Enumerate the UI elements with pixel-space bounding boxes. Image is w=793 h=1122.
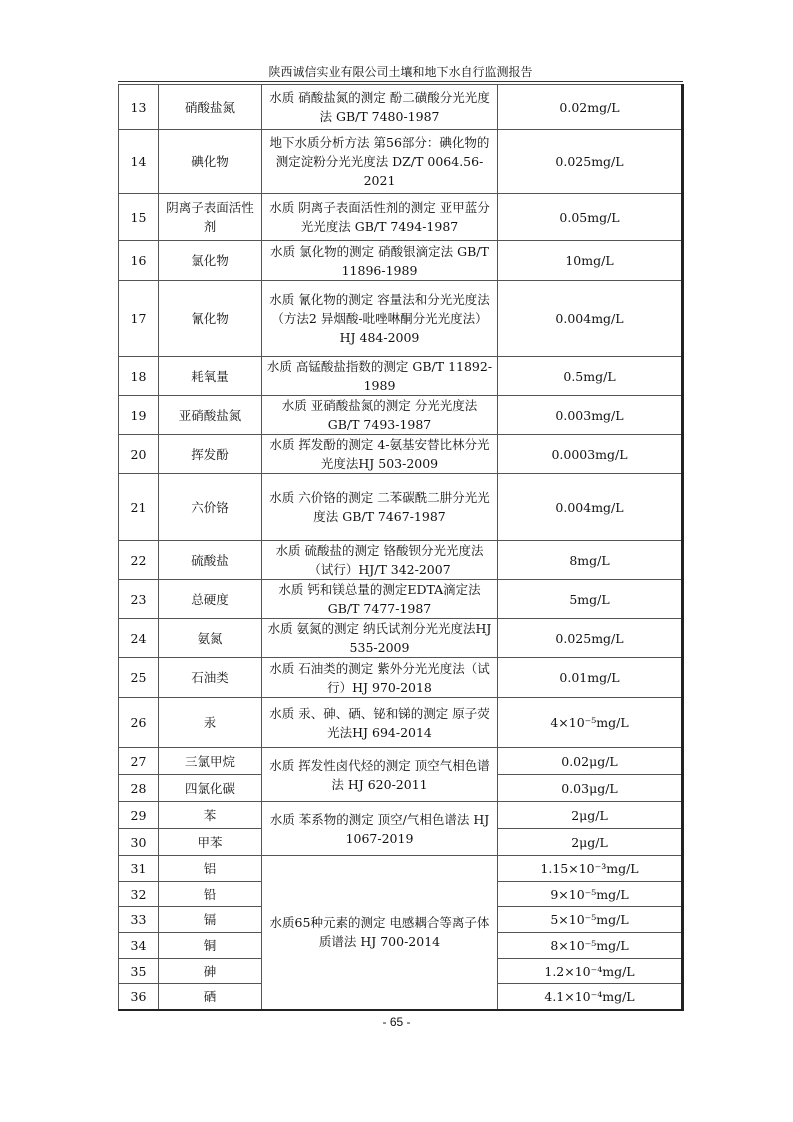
table-row <box>119 357 683 396</box>
table-row <box>119 698 683 748</box>
row-number: 19 <box>119 396 159 435</box>
row-number: 35 <box>119 958 159 984</box>
analyte-name: 四氯化碳 <box>159 775 262 802</box>
detection-limit: 2μg/L <box>498 829 683 856</box>
row-number: 33 <box>119 907 159 933</box>
row-number: 25 <box>119 658 159 698</box>
table-row <box>119 130 683 194</box>
table-row <box>119 856 683 882</box>
test-method: 水质 氰化物的测定 容量法和分光光度法 （方法2 异烟酸-吡唑啉酮分光光度法） HJ 484-2009 <box>262 281 498 357</box>
table-row <box>119 435 683 474</box>
row-number: 16 <box>119 241 159 281</box>
page-number: - 65 - <box>382 1015 411 1029</box>
table-row <box>119 580 683 619</box>
row-number: 29 <box>119 802 159 829</box>
analyte-name: 铅 <box>159 881 262 907</box>
detection-limit-table <box>118 84 684 1011</box>
table-row <box>119 241 683 281</box>
row-number: 14 <box>119 130 159 194</box>
analyte-name: 铜 <box>159 933 262 959</box>
detection-limit: 0.0003mg/L <box>498 435 683 474</box>
analyte-name: 氨氮 <box>159 619 262 658</box>
test-method: 水质 硫酸盐的测定 铬酸钡分光光度法（试行）HJ/T 342-2007 <box>262 541 498 580</box>
detection-limit: 4×10⁻⁵mg/L <box>498 698 683 748</box>
detection-limit: 0.01mg/L <box>498 658 683 698</box>
row-number: 31 <box>119 856 159 882</box>
table-row <box>119 396 683 435</box>
row-number: 21 <box>119 474 159 541</box>
table-row <box>119 658 683 698</box>
test-method: 水质 氨氮的测定 纳氏试剂分光光度法HJ 535-2009 <box>262 619 498 658</box>
detection-limit: 0.05mg/L <box>498 194 683 241</box>
header-divider <box>118 81 683 82</box>
test-method: 水质 苯系物的测定 顶空/气相色谱法 HJ 1067-2019 <box>262 802 498 856</box>
detection-limit: 10mg/L <box>498 241 683 281</box>
test-method: 水质 硝酸盐氮的测定 酚二磺酸分光光度法 GB/T 7480-1987 <box>262 85 498 130</box>
row-number: 32 <box>119 881 159 907</box>
table-row <box>119 194 683 241</box>
detection-limit: 0.5mg/L <box>498 357 683 396</box>
test-method: 水质 钙和镁总量的测定EDTA滴定法 GB/T 7477-1987 <box>262 580 498 619</box>
table-row <box>119 474 683 541</box>
test-method: 水质 阴离子表面活性剂的测定 亚甲蓝分光光度法 GB/T 7494-1987 <box>262 194 498 241</box>
row-number: 30 <box>119 829 159 856</box>
table-row <box>119 802 683 829</box>
analyte-name: 总硬度 <box>159 580 262 619</box>
test-method: 水质 汞、砷、硒、铋和锑的测定 原子荧光法HJ 694-2014 <box>262 698 498 748</box>
table-row <box>119 748 683 775</box>
row-number: 13 <box>119 85 159 130</box>
row-number: 27 <box>119 748 159 775</box>
detection-limit: 8×10⁻⁵mg/L <box>498 933 683 959</box>
analyte-name: 硝酸盐氮 <box>159 85 262 130</box>
test-method: 水质 六价铬的测定 二苯碳酰二肼分光光度法 GB/T 7467-1987 <box>262 474 498 541</box>
detection-limit: 1.2×10⁻⁴mg/L <box>498 958 683 984</box>
row-number: 23 <box>119 580 159 619</box>
detection-limit: 0.025mg/L <box>498 130 683 194</box>
analyte-name: 镉 <box>159 907 262 933</box>
detection-limit: 5×10⁻⁵mg/L <box>498 907 683 933</box>
analyte-name: 石油类 <box>159 658 262 698</box>
row-number: 18 <box>119 357 159 396</box>
table-row <box>119 85 683 130</box>
row-number: 17 <box>119 281 159 357</box>
row-number: 36 <box>119 984 159 1010</box>
detection-limit: 0.02mg/L <box>498 85 683 130</box>
test-method: 水质 石油类的测定 紫外分光光度法（试行）HJ 970-2018 <box>262 658 498 698</box>
table-row <box>119 619 683 658</box>
analyte-name: 甲苯 <box>159 829 262 856</box>
detection-limit: 1.15×10⁻³mg/L <box>498 856 683 882</box>
detection-limit: 4.1×10⁻⁴mg/L <box>498 984 683 1010</box>
row-number: 24 <box>119 619 159 658</box>
analyte-name: 硫酸盐 <box>159 541 262 580</box>
analyte-name: 三氯甲烷 <box>159 748 262 775</box>
detection-limit: 9×10⁻⁵mg/L <box>498 881 683 907</box>
test-method: 水质 挥发酚的测定 4-氨基安替比林分光光度法HJ 503-2009 <box>262 435 498 474</box>
detection-limit: 0.02μg/L <box>498 748 683 775</box>
analyte-name: 耗氧量 <box>159 357 262 396</box>
analyte-name: 亚硝酸盐氮 <box>159 396 262 435</box>
detection-limit: 0.003mg/L <box>498 396 683 435</box>
row-number: 28 <box>119 775 159 802</box>
row-number: 34 <box>119 933 159 959</box>
row-number: 22 <box>119 541 159 580</box>
row-number: 20 <box>119 435 159 474</box>
table-row <box>119 281 683 357</box>
detection-limit: 8mg/L <box>498 541 683 580</box>
analyte-name: 硒 <box>159 984 262 1010</box>
test-method: 水质 高锰酸盐指数的测定 GB/T 11892-1989 <box>262 357 498 396</box>
analyte-name: 碘化物 <box>159 130 262 194</box>
detection-limit: 0.025mg/L <box>498 619 683 658</box>
row-number: 15 <box>119 194 159 241</box>
analyte-name: 铝 <box>159 856 262 882</box>
analyte-name: 氰化物 <box>159 281 262 357</box>
test-method: 水质 挥发性卤代烃的测定 顶空气相色谱法 HJ 620-2011 <box>262 748 498 802</box>
analyte-name: 六价铬 <box>159 474 262 541</box>
analyte-name: 汞 <box>159 698 262 748</box>
analyte-name: 砷 <box>159 958 262 984</box>
analyte-name: 阴离子表面活性剂 <box>159 194 262 241</box>
test-method: 水质 亚硝酸盐氮的测定 分光光度法 GB/T 7493-1987 <box>262 396 498 435</box>
page-header: 陕西诚信实业有限公司土壤和地下水自行监测报告 <box>268 65 533 79</box>
table-row <box>119 541 683 580</box>
analyte-name: 氯化物 <box>159 241 262 281</box>
detection-limit: 2μg/L <box>498 802 683 829</box>
detection-limit: 0.004mg/L <box>498 474 683 541</box>
detection-limit: 0.03μg/L <box>498 775 683 802</box>
test-method: 水质 氯化物的测定 硝酸银滴定法 GB/T 11896-1989 <box>262 241 498 281</box>
analyte-name: 挥发酚 <box>159 435 262 474</box>
detection-limit: 0.004mg/L <box>498 281 683 357</box>
test-method: 地下水质分析方法 第56部分：碘化物的测定淀粉分光光度法 DZ/T 0064.56-2021 <box>262 130 498 194</box>
test-method: 水质65种元素的测定 电感耦合等离子体质谱法 HJ 700-2014 <box>262 856 498 1010</box>
analyte-name: 苯 <box>159 802 262 829</box>
row-number: 26 <box>119 698 159 748</box>
detection-limit: 5mg/L <box>498 580 683 619</box>
